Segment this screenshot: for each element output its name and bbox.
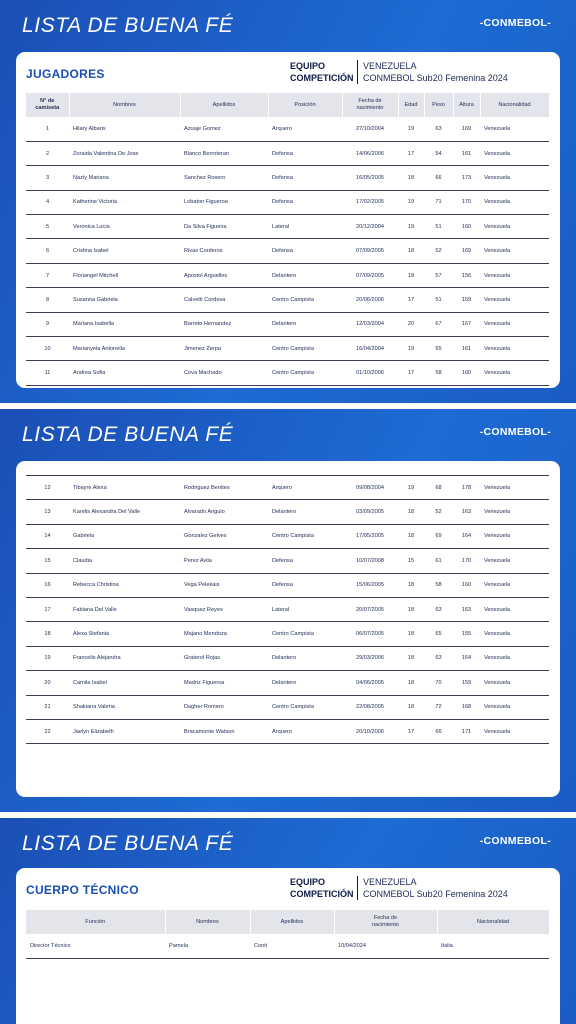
header-fecha: Fecha de nacimiento: [342, 93, 398, 117]
cell-posicion: Arquero: [268, 117, 342, 141]
cell-apellidos: Apostol Arguelles: [180, 263, 268, 287]
cell-num: 10: [26, 337, 69, 361]
cell-posicion: Arquero: [268, 476, 342, 500]
cell-apellidos: Vega Pelekais: [180, 573, 268, 597]
cell-fecha: 15/06/2005: [342, 573, 398, 597]
cell-nombres: Alexa Stefania: [69, 622, 180, 646]
cell-peso: 63: [424, 597, 453, 621]
table-row: [26, 312, 549, 336]
cell-nacionalidad: Venezuela: [480, 337, 549, 361]
cell-edad: 19: [398, 337, 424, 361]
cell-num: 4: [26, 190, 69, 214]
header-apellidos: Apellidos: [250, 910, 334, 934]
cell-apellidos: Dagher Romero: [180, 695, 268, 719]
cell-apellidos: Barreto Hernandez: [180, 312, 268, 336]
cell-apellidos: Rivas Corderos: [180, 239, 268, 263]
cell-nombres: Karelis Alexandra Del Valle: [69, 500, 180, 524]
cell-altura: 167: [453, 312, 480, 336]
cell-nacionalidad: Venezuela: [480, 646, 549, 670]
cell-posicion: Lateral: [268, 597, 342, 621]
cell-nacionalidad: Venezuela: [480, 597, 549, 621]
cell-num: 22: [26, 719, 69, 743]
cell-apellidos: Majano Mendoza: [180, 622, 268, 646]
table-row: [26, 263, 549, 287]
table-row: [26, 337, 549, 361]
table-row: [26, 622, 549, 646]
team-divider: [357, 876, 358, 900]
cell-posicion: Defensa: [268, 141, 342, 165]
cell-edad: 18: [398, 695, 424, 719]
cell-fecha: 09/08/2004: [342, 476, 398, 500]
header-altura: Altura: [453, 93, 480, 117]
cell-num: 2: [26, 141, 69, 165]
value-equipo: VENEZUELA: [363, 877, 417, 887]
cell-num: 16: [26, 573, 69, 597]
cell-altura: 170: [453, 190, 480, 214]
cell-edad: 18: [398, 622, 424, 646]
cell-posicion: Centro Campista: [268, 524, 342, 548]
cell-edad: 17: [398, 141, 424, 165]
cell-edad: 19: [398, 215, 424, 239]
staff-card: [16, 868, 560, 1024]
cell-posicion: Delantero: [268, 500, 342, 524]
cell-num: 8: [26, 288, 69, 312]
cell-nombres: Francelis Alejandra: [69, 646, 180, 670]
cell-posicion: Arquero: [268, 719, 342, 743]
cell-fecha: 16/04/2004: [342, 337, 398, 361]
cell-posicion: Delantero: [268, 671, 342, 695]
cell-altura: 173: [453, 166, 480, 190]
cell-edad: 18: [398, 646, 424, 670]
cell-posicion: Delantero: [268, 263, 342, 287]
label-equipo: EQUIPO: [290, 877, 326, 887]
players-table-1: [26, 93, 550, 386]
cell-fecha: 20/07/2005: [342, 597, 398, 621]
cell-peso: 58: [424, 573, 453, 597]
cell-posicion: Centro Campista: [268, 337, 342, 361]
cell-altura: 178: [453, 476, 480, 500]
cell-peso: 63: [424, 117, 453, 141]
cell-nombres: Pamela: [165, 934, 250, 958]
table-row: [26, 500, 549, 524]
cell-nacionalidad: Venezuela: [480, 524, 549, 548]
cell-altura: 155: [453, 622, 480, 646]
cell-nacionalidad: Venezuela: [480, 117, 549, 141]
header-peso: Peso: [424, 93, 453, 117]
section-title-players: JUGADORES: [26, 67, 105, 81]
cell-edad: 18: [398, 524, 424, 548]
cell-num: 3: [26, 166, 69, 190]
cell-fecha: 07/09/2005: [342, 239, 398, 263]
cell-altura: 169: [453, 117, 480, 141]
cell-peso: 57: [424, 263, 453, 287]
table-row: [26, 573, 549, 597]
cell-edad: 18: [398, 166, 424, 190]
team-labels: [290, 877, 354, 900]
page-panel-2: [0, 409, 576, 812]
team-divider: [357, 60, 358, 84]
cell-num: 15: [26, 549, 69, 573]
page-panel-1: [0, 0, 576, 403]
cell-num: 19: [26, 646, 69, 670]
header-num: N° de camiseta: [26, 93, 69, 117]
cell-fecha: 29/03/2006: [342, 646, 398, 670]
header-fecha: Fecha de nacimiento: [334, 910, 437, 934]
cell-peso: 52: [424, 500, 453, 524]
cell-altura: 163: [453, 500, 480, 524]
cell-altura: 160: [453, 361, 480, 385]
table-row: [26, 117, 549, 141]
cell-num: 5: [26, 215, 69, 239]
cell-peso: 61: [424, 549, 453, 573]
cell-fecha: 22/08/2005: [342, 695, 398, 719]
cell-altura: 160: [453, 215, 480, 239]
cell-num: 1: [26, 117, 69, 141]
cell-peso: 51: [424, 215, 453, 239]
cell-peso: 52: [424, 239, 453, 263]
cell-nacionalidad: Venezuela: [480, 288, 549, 312]
players-card-2: [16, 461, 560, 797]
value-equipo: VENEZUELA: [363, 61, 417, 71]
cell-apellidos: Perez Avila: [180, 549, 268, 573]
cell-posicion: Lateral: [268, 215, 342, 239]
cell-nacionalidad: Venezuela: [480, 573, 549, 597]
header-apellidos: Apellidos: [180, 93, 268, 117]
cell-peso: 63: [424, 646, 453, 670]
cell-nombres: Katherine Victoria: [69, 190, 180, 214]
cell-nombres: Susanna Gabriela: [69, 288, 180, 312]
header-funcion: Función: [26, 910, 165, 934]
cell-apellidos: Blanco Berroteran: [180, 141, 268, 165]
cell-nombres: Andrea Sofia: [69, 361, 180, 385]
cell-apellidos: Bracamonte Watson: [180, 719, 268, 743]
cell-nombres: Marianyela Antonella: [69, 337, 180, 361]
cell-nombres: Camila Isabel: [69, 671, 180, 695]
cell-edad: 17: [398, 288, 424, 312]
cell-apellidos: Sanchez Rosero: [180, 166, 268, 190]
cell-nombres: Shakiana Valeria: [69, 695, 180, 719]
cell-fecha: 17/05/2005: [342, 524, 398, 548]
cell-num: 6: [26, 239, 69, 263]
cell-nombres: Claudia: [69, 549, 180, 573]
table-row: [26, 141, 549, 165]
cell-num: 12: [26, 476, 69, 500]
cell-edad: 18: [398, 263, 424, 287]
cell-apellidos: Alvarado Angulo: [180, 500, 268, 524]
team-labels: [290, 61, 354, 84]
header-nacionalidad: Nacionalidad: [480, 93, 549, 117]
cell-num: 17: [26, 597, 69, 621]
cell-peso: 66: [424, 719, 453, 743]
table-row: [26, 361, 549, 385]
cell-edad: 19: [398, 117, 424, 141]
cell-posicion: Defensa: [268, 166, 342, 190]
cell-nombres: Floriangel Mitchell: [69, 263, 180, 287]
table-row: [26, 239, 549, 263]
table-row: [26, 476, 549, 500]
cell-posicion: Delantero: [268, 312, 342, 336]
cell-fecha: 20/12/2004: [342, 215, 398, 239]
cell-num: 18: [26, 622, 69, 646]
staff-table: [26, 910, 550, 959]
cell-edad: 18: [398, 597, 424, 621]
cell-nacionalidad: Venezuela: [480, 190, 549, 214]
cell-fecha: 04/06/2005: [342, 671, 398, 695]
cell-edad: 19: [398, 190, 424, 214]
cell-apellidos: Gonzalez Gelves: [180, 524, 268, 548]
cell-peso: 66: [424, 166, 453, 190]
cell-apellidos: Graterol Rojas: [180, 646, 268, 670]
table-row: [26, 166, 549, 190]
cell-edad: 19: [398, 476, 424, 500]
cell-num: 20: [26, 671, 69, 695]
cell-posicion: Centro Campista: [268, 288, 342, 312]
cell-apellidos: Calvetti Cordova: [180, 288, 268, 312]
cell-fecha: 01/10/2006: [342, 361, 398, 385]
cell-posicion: Defensa: [268, 549, 342, 573]
cell-peso: 65: [424, 337, 453, 361]
table-row: [26, 597, 549, 621]
cell-nacionalidad: Venezuela: [480, 695, 549, 719]
cell-peso: 71: [424, 190, 453, 214]
cell-fecha: 27/10/2004: [342, 117, 398, 141]
cell-nombres: Nazly Mariana: [69, 166, 180, 190]
cell-fecha: 16/05/2005: [342, 166, 398, 190]
table-row: [26, 215, 549, 239]
team-values: [363, 61, 508, 84]
cell-fecha: 03/09/2005: [342, 500, 398, 524]
page-title: LISTA DE BUENA FÉ: [22, 832, 234, 855]
players-card-1: [16, 52, 560, 388]
cell-altura: 171: [453, 719, 480, 743]
cell-fecha: 10/04/2024: [334, 934, 437, 958]
cell-peso: 54: [424, 141, 453, 165]
table-row: [26, 288, 549, 312]
cell-nacionalidad: Venezuela: [480, 166, 549, 190]
cell-edad: 18: [398, 239, 424, 263]
cell-funcion: Director Técnico: [26, 934, 165, 958]
cell-nombres: Fabiana Del Valle: [69, 597, 180, 621]
table-row: [26, 934, 549, 958]
cell-apellidos: Lobaton Figueroa: [180, 190, 268, 214]
cell-nacionalidad: Venezuela: [480, 622, 549, 646]
cell-peso: 51: [424, 288, 453, 312]
cell-peso: 68: [424, 476, 453, 500]
header-nacionalidad: Nacionalidad: [437, 910, 549, 934]
cell-apellidos: Jimenez Zerpa: [180, 337, 268, 361]
cell-apellidos: Conti: [250, 934, 334, 958]
cell-edad: 18: [398, 573, 424, 597]
table-row: [26, 524, 549, 548]
cell-apellidos: Madriz Figueroa: [180, 671, 268, 695]
cell-altura: 163: [453, 597, 480, 621]
label-equipo: EQUIPO: [290, 61, 326, 71]
cell-nacionalidad: Venezuela: [480, 671, 549, 695]
label-competicion: COMPETICIÓN: [290, 72, 354, 83]
table-header-row: [26, 910, 549, 934]
cell-peso: 67: [424, 312, 453, 336]
cell-fecha: 14/06/2006: [342, 141, 398, 165]
table-row: [26, 695, 549, 719]
page-title: LISTA DE BUENA FÉ: [22, 423, 234, 446]
conmebol-logo: -CONMEBOL-: [479, 17, 551, 29]
cell-nacionalidad: Italia: [437, 934, 549, 958]
cell-nombres: Rebecca Christina: [69, 573, 180, 597]
cell-nombres: Gabriela: [69, 524, 180, 548]
players-table-2: [26, 475, 549, 744]
cell-posicion: Delantero: [268, 646, 342, 670]
cell-altura: 169: [453, 239, 480, 263]
value-competicion: CONMEBOL Sub20 Femenina 2024: [363, 72, 508, 83]
cell-posicion: Centro Campista: [268, 361, 342, 385]
cell-num: 21: [26, 695, 69, 719]
conmebol-logo: -CONMEBOL-: [479, 426, 551, 438]
cell-edad: 18: [398, 671, 424, 695]
cell-edad: 17: [398, 361, 424, 385]
table-row: [26, 646, 549, 670]
page-panel-3: [0, 818, 576, 1024]
cell-altura: 156: [453, 263, 480, 287]
cell-edad: 20: [398, 312, 424, 336]
cell-peso: 58: [424, 361, 453, 385]
cell-altura: 170: [453, 549, 480, 573]
conmebol-logo: -CONMEBOL-: [479, 835, 551, 847]
cell-altura: 161: [453, 337, 480, 361]
cell-nacionalidad: Venezuela: [480, 361, 549, 385]
cell-altura: 159: [453, 671, 480, 695]
cell-nacionalidad: Venezuela: [480, 263, 549, 287]
cell-nacionalidad: Venezuela: [480, 500, 549, 524]
cell-altura: 160: [453, 573, 480, 597]
cell-fecha: 20/06/2006: [342, 288, 398, 312]
table-row: [26, 671, 549, 695]
team-values: [363, 877, 508, 900]
cell-posicion: Defensa: [268, 573, 342, 597]
cell-edad: 17: [398, 719, 424, 743]
cell-num: 11: [26, 361, 69, 385]
cell-nombres: Zoraida Valentina De Jose: [69, 141, 180, 165]
cell-altura: 161: [453, 141, 480, 165]
section-title-staff: CUERPO TÉCNICO: [26, 883, 139, 897]
cell-posicion: Centro Campista: [268, 695, 342, 719]
cell-fecha: 07/09/2005: [342, 263, 398, 287]
cell-nacionalidad: Venezuela: [480, 312, 549, 336]
cell-peso: 69: [424, 524, 453, 548]
cell-nombres: Hilary Albaris: [69, 117, 180, 141]
label-competicion: COMPETICIÓN: [290, 888, 354, 899]
cell-num: 14: [26, 524, 69, 548]
cell-fecha: 12/03/2004: [342, 312, 398, 336]
header-nombres: Nombres: [69, 93, 180, 117]
cell-fecha: 17/02/2005: [342, 190, 398, 214]
cell-fecha: 10/07/2008: [342, 549, 398, 573]
cell-fecha: 06/07/2005: [342, 622, 398, 646]
cell-posicion: Centro Campista: [268, 622, 342, 646]
cell-peso: 70: [424, 671, 453, 695]
cell-nacionalidad: Venezuela: [480, 141, 549, 165]
cell-posicion: Defensa: [268, 190, 342, 214]
page-title: LISTA DE BUENA FÉ: [22, 14, 234, 37]
cell-nacionalidad: Venezuela: [480, 549, 549, 573]
table-header-row: [26, 93, 549, 117]
cell-apellidos: Vasquez Reyes: [180, 597, 268, 621]
cell-num: 9: [26, 312, 69, 336]
cell-apellidos: Da Silva Figueira: [180, 215, 268, 239]
cell-nombres: Cristina Isabel: [69, 239, 180, 263]
cell-nacionalidad: Venezuela: [480, 719, 549, 743]
table-row: [26, 190, 549, 214]
cell-edad: 18: [398, 500, 424, 524]
cell-peso: 72: [424, 695, 453, 719]
cell-altura: 168: [453, 695, 480, 719]
table-row: [26, 719, 549, 743]
cell-num: 7: [26, 263, 69, 287]
cell-apellidos: Cova Machado: [180, 361, 268, 385]
header-edad: Edad: [398, 93, 424, 117]
cell-nombres: Jaelyn Elizabeth: [69, 719, 180, 743]
cell-nombres: Mariana Isabella: [69, 312, 180, 336]
cell-nacionalidad: Venezuela: [480, 476, 549, 500]
cell-apellidos: Rodriguez Benites: [180, 476, 268, 500]
cell-apellidos: Azuaje Gomez: [180, 117, 268, 141]
cell-altura: 159: [453, 288, 480, 312]
cell-nombres: Veronica Lucia: [69, 215, 180, 239]
header-nombres: Nombres: [165, 910, 250, 934]
table-row: [26, 549, 549, 573]
cell-nacionalidad: Venezuela: [480, 239, 549, 263]
cell-nacionalidad: Venezuela: [480, 215, 549, 239]
value-competicion: CONMEBOL Sub20 Femenina 2024: [363, 888, 508, 899]
cell-edad: 15: [398, 549, 424, 573]
cell-altura: 164: [453, 646, 480, 670]
cell-posicion: Defensa: [268, 239, 342, 263]
cell-fecha: 20/10/2006: [342, 719, 398, 743]
cell-altura: 164: [453, 524, 480, 548]
cell-nombres: Tibayre Alexa: [69, 476, 180, 500]
cell-num: 13: [26, 500, 69, 524]
cell-peso: 65: [424, 622, 453, 646]
header-posicion: Posición: [268, 93, 342, 117]
